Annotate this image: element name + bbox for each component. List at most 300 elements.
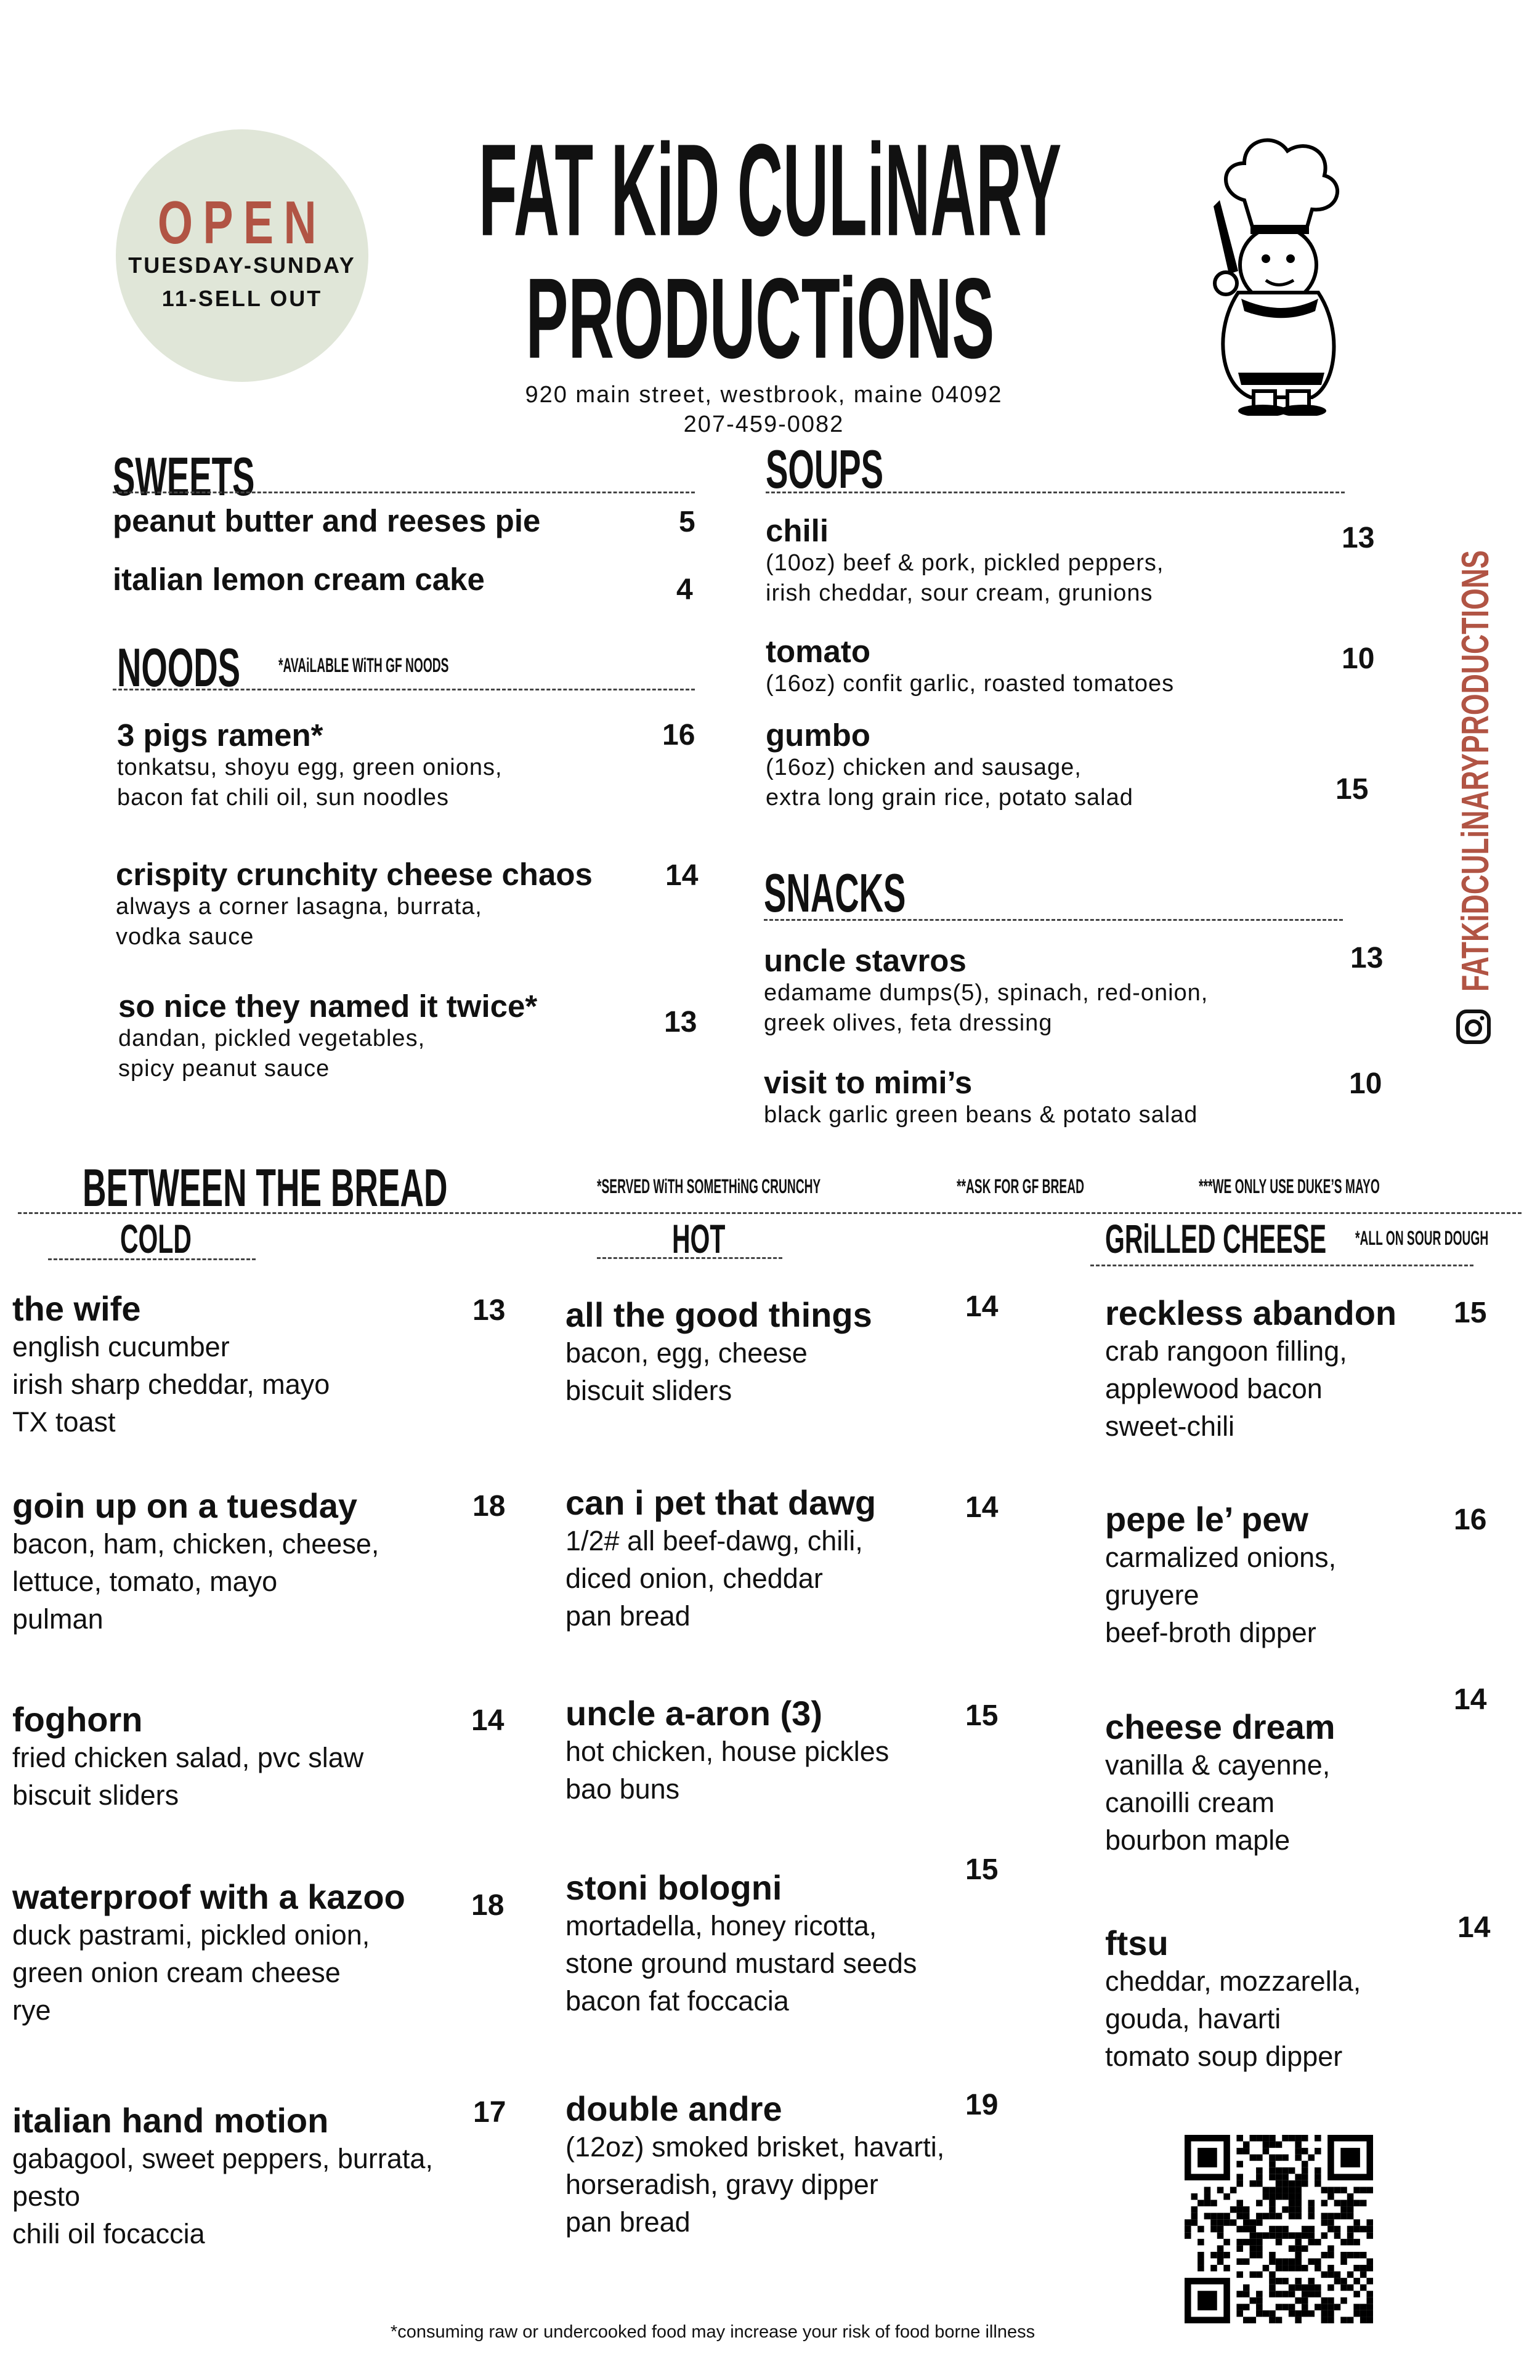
qr-module [1295,2265,1302,2272]
item-price: 4 [676,573,693,606]
qr-module [1302,2174,1308,2180]
dashed-divider [597,1257,782,1259]
item-description: horseradish, gravy dipper [565,2168,878,2200]
qr-module [1327,2245,1334,2252]
qr-module [1256,2252,1263,2259]
dashed-divider [764,919,1343,921]
dashed-divider [1090,1265,1473,1266]
qr-module [1295,2213,1302,2220]
item-description: irish cheddar, sour cream, grunions [766,580,1153,607]
qr-module [1302,2226,1308,2233]
qr-module [1243,2239,1250,2246]
qr-module [1263,2135,1270,2142]
item-name: cheese dream [1105,1707,1335,1746]
qr-module [1302,2168,1308,2174]
qr-finder-eye [1198,2291,1217,2310]
qr-module [1353,2265,1360,2272]
qr-module [1353,2226,1360,2233]
qr-module [1347,2232,1354,2239]
item-description: carmalized onions, [1105,1541,1337,1573]
qr-module [1327,2219,1334,2226]
qr-module [1334,2272,1341,2278]
bread-note-crunchy [597,1175,970,1198]
qr-module [1269,2272,1276,2278]
qr-module [1315,2180,1321,2187]
item-description: biscuit sliders [565,1374,732,1406]
qr-module [1308,2278,1315,2285]
qr-module [1308,2258,1315,2265]
qr-module [1269,2174,1276,2180]
qr-module [1282,2174,1289,2180]
item-description: vodka sauce [116,924,254,950]
item-price: 16 [662,719,695,751]
qr-module [1347,2206,1354,2213]
qr-module [1302,2135,1308,2142]
qr-module [1256,2200,1263,2207]
item-description: rye [12,1994,51,2026]
item-name: the wife [12,1289,141,1328]
qr-module [1282,2180,1289,2187]
qr-module [1269,2291,1276,2297]
qr-module [1276,2232,1283,2239]
item-name: uncle stavros [764,943,967,978]
qr-module [1327,2213,1334,2220]
qr-module [1366,2297,1373,2304]
qr-module [1321,2252,1328,2259]
item-description: pan bread [565,1600,691,1632]
qr-module [1340,2252,1347,2259]
qr-module [1321,2213,1328,2220]
qr-module [1289,2291,1295,2297]
menu-item [116,857,593,952]
section-heading-snacks [764,862,993,923]
qr-module [1256,2239,1263,2246]
qr-module [1230,2206,1237,2213]
qr-module [1256,2245,1263,2252]
qr-module [1308,2232,1315,2239]
item-description: always a corner lasagna, burrata, [116,894,482,920]
qr-module [1334,2187,1341,2193]
item-name: italian lemon cream cake [113,562,485,597]
qr-module [1269,2135,1276,2142]
qr-module [1282,2206,1289,2213]
qr-module [1256,2291,1263,2297]
qr-module [1353,2200,1360,2207]
item-description: canoilli cream [1105,1786,1275,1818]
qr-module [1308,2226,1315,2233]
item-name: crispity crunchity cheese chaos [116,857,593,892]
qr-module [1250,2272,1257,2278]
instagram-icon[interactable] [1456,1009,1491,1045]
item-price: 14 [471,1704,505,1737]
qr-module [1295,2258,1302,2265]
open-days: TUESDAY-SUNDAY [128,253,356,278]
item-description: applewood bacon [1105,1372,1323,1404]
qr-finder-eye [1340,2148,1360,2168]
bread-note-gf-text: **ASK FOR GF BREAD [957,1175,1084,1197]
qr-module [1340,2187,1347,2193]
qr-module [1347,2200,1354,2207]
menu-item [1105,1924,1361,2075]
item-description: sweet-chili [1105,1410,1235,1442]
item-name: all the good things [565,1295,872,1334]
qr-module [1223,2219,1230,2226]
qr-module [1256,2155,1263,2161]
qr-module [1210,2226,1217,2233]
menu-item [12,1701,363,1814]
qr-module [1191,2206,1198,2213]
item-name: tomato [766,634,870,669]
qr-module [1334,2226,1341,2233]
bread-note-crunchy-text: *SERVED WiTH SOMETHiNG CRUNCHY [597,1175,821,1197]
qr-module [1210,2213,1217,2220]
qr-module [1327,2304,1334,2310]
qr-module [1191,2219,1198,2226]
qr-module [1340,2213,1347,2220]
qr-module [1360,2272,1367,2278]
qr-module [1321,2200,1328,2207]
address: 920 main street, westbrook, maine 04092 [525,382,1003,408]
item-description: 1/2# all beef-dawg, chili, [565,1524,863,1556]
qr-module [1204,2187,1211,2193]
item-description: green onion cream cheese [12,1956,341,1988]
qr-finder-eye [1198,2148,1217,2168]
qr-module [1263,2310,1270,2317]
qr-module [1217,2258,1224,2265]
dashed-divider [766,492,1345,493]
qr-module [1302,2291,1308,2297]
item-description: gruyere [1105,1579,1199,1611]
item-name: stoni bologni [565,1868,782,1907]
qr-module [1366,2258,1373,2265]
item-description: extra long grain rice, potato salad [766,785,1133,811]
qr-module [1315,2239,1321,2246]
item-description: lettuce, tomato, mayo [12,1565,278,1597]
subheading-grilled-cheese-text: GRiLLED CHEESE [1105,1216,1327,1261]
qr-module [1269,2187,1276,2193]
qr-module [1198,2265,1204,2272]
item-price: 15 [1454,1297,1487,1329]
qr-module [1236,2310,1243,2317]
qr-module [1347,2285,1354,2291]
item-price: 17 [473,2096,506,2129]
qr-module [1282,2258,1289,2265]
qr-module [1236,2206,1243,2213]
menu-item [118,989,537,1084]
qr-module [1302,2297,1308,2304]
qr-module [1353,2219,1360,2226]
item-description: greek olives, feta dressing [764,1010,1053,1037]
qr-module [1308,2206,1315,2213]
qr-module [1282,2155,1289,2161]
qr-module [1256,2304,1263,2310]
item-description: TX toast [12,1406,116,1438]
qr-module [1360,2285,1367,2291]
qr-module [1302,2148,1308,2155]
qr-module [1256,2232,1263,2239]
qr-module [1243,2304,1250,2310]
qr-module [1243,2291,1250,2297]
item-price: 16 [1454,1504,1487,1536]
qr-module [1217,2213,1224,2220]
qr-module [1308,2310,1315,2317]
item-name: 3 pigs ramen* [117,718,323,753]
qr-module [1321,2304,1328,2310]
item-description: pan bread [565,2206,691,2238]
qr-module [1198,2200,1204,2207]
qr-module [1243,2148,1250,2155]
qr-module [1353,2304,1360,2310]
qr-module [1295,2245,1302,2252]
qr-module [1282,2226,1289,2233]
item-description: biscuit sliders [12,1779,179,1811]
item-description: hot chicken, house pickles [565,1735,890,1767]
qr-module [1295,2187,1302,2193]
qr-module [1353,2252,1360,2259]
item-name: ftsu [1105,1924,1169,1962]
qr-module [1243,2285,1250,2291]
qr-module [1295,2193,1302,2200]
qr-module [1223,2239,1230,2246]
item-name: chili [766,513,829,548]
qr-module [1327,2310,1334,2317]
qr-module [1269,2161,1276,2168]
qr-module [1340,2206,1347,2213]
qr-module [1256,2297,1263,2304]
item-price: 15 [965,1699,999,1732]
qr-module [1321,2219,1328,2226]
qr-module [1282,2278,1289,2285]
dashed-divider [18,1212,1522,1214]
qr-module [1217,2226,1224,2233]
qr-module [1250,2155,1257,2161]
qr-module [1360,2200,1367,2207]
item-price: 18 [472,1490,506,1523]
qr-module [1360,2304,1367,2310]
qr-module [1223,2265,1230,2272]
qr-module [1282,2193,1289,2200]
qr-module [1250,2252,1257,2259]
item-description: black garlic green beans & potato salad [764,1102,1198,1128]
restaurant-name-line1: FAT KiD CULiNARY [478,117,1062,264]
section-heading-noods-text: NOODS [117,637,241,698]
menu-item [764,1066,1198,1130]
qr-module [1366,2232,1373,2239]
social-handle[interactable]: FATKiDCULiNARYPRODUCTIONS [1454,550,1497,992]
menu-item [12,1878,405,2029]
menu-item [12,1290,330,1441]
item-price: 14 [965,1491,999,1524]
qr-module [1295,2135,1302,2142]
item-description: vanilla & cayenne, [1105,1749,1331,1781]
qr-module [1230,2219,1237,2226]
qr-module [1334,2200,1341,2207]
item-description: tonkatsu, shoyu egg, green onions, [117,755,503,781]
item-description: irish sharp cheddar, mayo [12,1368,330,1400]
qr-module [1295,2297,1302,2304]
qr-module [1223,2252,1230,2259]
menu-item [113,562,485,597]
item-price: 18 [471,1889,505,1922]
subheading-hot [672,1218,758,1259]
qr-module [1302,2285,1308,2291]
qr-module [1295,2180,1302,2187]
qr-module [1327,2285,1334,2291]
item-description: duck pastrami, pickled onion, [12,1919,370,1951]
qr-module [1289,2187,1295,2193]
qr-module [1289,2258,1295,2265]
qr-module [1256,2272,1263,2278]
qr-module [1289,2135,1295,2142]
menu-item [766,514,1164,609]
qr-module [1256,2174,1263,2180]
menu-item [565,1296,872,1409]
qr-module [1340,2297,1347,2304]
qr-module [1198,2226,1204,2233]
qr-module [1276,2174,1283,2180]
qr-module [1243,2213,1250,2220]
qr-module [1276,2187,1283,2193]
qr-module [1250,2219,1257,2226]
menu-item [1105,1294,1396,1445]
qr-module [1250,2135,1257,2142]
qr-module [1269,2232,1276,2239]
qr-module [1366,2219,1373,2226]
qr-module [1263,2193,1270,2200]
qr-module [1282,2291,1289,2297]
item-description: bacon, ham, chicken, cheese, [12,1528,379,1560]
food-safety-disclaimer: *consuming raw or undercooked food may increase your risk of food borne illness [390,2322,1035,2342]
qr-module [1198,2258,1204,2265]
qr-module [1217,2219,1224,2226]
item-description: tomato soup dipper [1105,2040,1343,2072]
qr-module [1360,2265,1367,2272]
menu-item [565,1484,876,1635]
qr-module [1289,2206,1295,2213]
qr-module [1210,2252,1217,2259]
qr-module [1236,2272,1243,2278]
qr-module [1347,2252,1354,2259]
item-description: dandan, pickled vegetables, [118,1026,426,1052]
qr-module [1236,2213,1243,2220]
qr-module [1289,2213,1295,2220]
qr-module [1347,2272,1354,2278]
qr-module [1236,2148,1243,2155]
qr-module [1289,2304,1295,2310]
item-name: double andre [565,2089,782,2128]
qr-module [1282,2304,1289,2310]
bread-note-mayo [1199,1175,1501,1198]
qr-module [1250,2226,1257,2233]
qr-module [1295,2200,1302,2207]
qr-module [1185,2226,1191,2233]
open-label: OPEN [157,188,327,256]
item-description: gabagool, sweet peppers, burrata, [12,2142,433,2174]
item-price: 13 [664,1006,697,1038]
qr-module [1217,2232,1224,2239]
section-heading-soups-text: SOUPS [766,439,884,500]
qr-module [1308,2291,1315,2297]
sour-dough-note [1355,1227,1540,1250]
qr-module [1366,2226,1373,2233]
qr-module [1334,2213,1341,2220]
qr-module [1353,2291,1360,2297]
item-description: (16oz) chicken and sausage, [766,755,1082,781]
qr-module [1210,2200,1217,2207]
qr-code[interactable] [1185,2135,1373,2323]
qr-module [1340,2200,1347,2207]
qr-module [1263,2187,1270,2193]
qr-module [1321,2187,1328,2193]
qr-module [1217,2252,1224,2259]
dashed-divider [113,689,695,690]
item-description: bao buns [565,1773,680,1805]
qr-module [1269,2142,1276,2148]
qr-module [1236,2174,1243,2180]
qr-module [1347,2193,1354,2200]
qr-module [1282,2265,1289,2272]
item-description: english cucumber [12,1330,230,1362]
qr-module [1256,2168,1263,2174]
qr-module [1327,2265,1334,2272]
qr-module [1295,2148,1302,2155]
qr-module [1321,2272,1328,2278]
qr-module [1347,2239,1354,2246]
item-name: goin up on a tuesday [12,1486,358,1525]
item-price: 14 [965,1290,999,1323]
item-description: mortadella, honey ricotta, [565,1909,877,1941]
qr-module [1210,2219,1217,2226]
qr-module [1243,2258,1250,2265]
qr-module [1263,2265,1270,2272]
section-heading-between-the-bread [83,1159,671,1218]
qr-module [1217,2187,1224,2193]
item-name: can i pet that dawg [565,1483,877,1522]
qr-module [1289,2285,1295,2291]
qr-module [1256,2180,1263,2187]
item-price: 13 [1350,942,1384,974]
qr-module [1327,2272,1334,2278]
qr-module [1302,2232,1308,2239]
dashed-divider [48,1258,256,1260]
qr-module [1334,2304,1341,2310]
menu-item [764,944,1208,1038]
qr-module [1334,2232,1341,2239]
item-price: 15 [965,1853,999,1886]
item-name: italian hand motion [12,2101,329,2140]
item-description: pulman [12,1603,103,1635]
qr-module [1315,2174,1321,2180]
qr-module [1230,2187,1237,2193]
qr-module [1289,2180,1295,2187]
item-price: 19 [965,2089,999,2121]
item-description: chili oil focaccia [12,2217,205,2249]
menu-item [766,634,1174,699]
item-description: bacon fat foccacia [565,1985,789,2017]
qr-module [1276,2142,1283,2148]
qr-module [1315,2285,1321,2291]
qr-module [1295,2155,1302,2161]
qr-module [1269,2155,1276,2161]
qr-module [1236,2161,1243,2168]
item-description: diced onion, cheddar [565,1562,823,1594]
qr-module [1308,2239,1315,2246]
sour-dough-note-text: *ALL ON SOUR DOUGH [1355,1227,1489,1249]
qr-module [1250,2232,1257,2239]
qr-module [1360,2252,1367,2259]
qr-module [1282,2168,1289,2174]
qr-module [1256,2310,1263,2317]
